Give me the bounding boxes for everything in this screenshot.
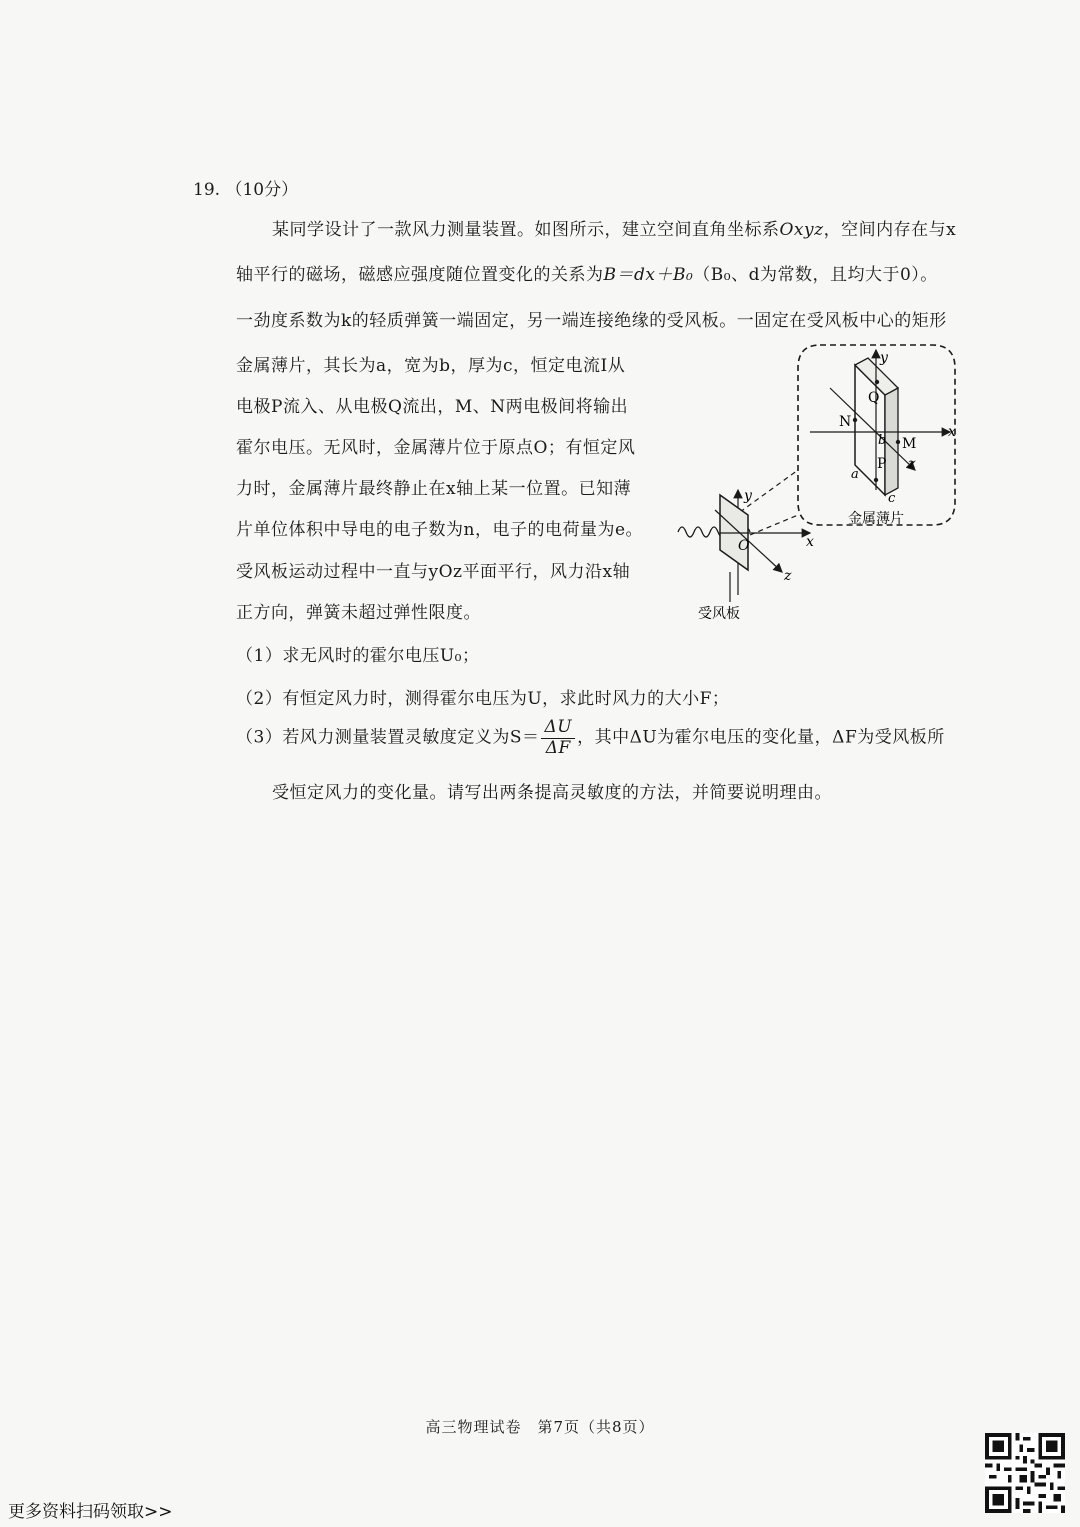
svg-text:x: x bbox=[806, 534, 814, 550]
part-3-line-1: （3）若风力测量装置灵敏度定义为S＝ $\frac{\Delta U}{\Delta F}$ ，其中ΔU为霍尔电压的变化量，ΔF为受风板所 bbox=[236, 717, 945, 758]
svg-text:M: M bbox=[902, 436, 917, 452]
intro-line-6: 霍尔电压。无风时，金属薄片位于原点O；有恒定风 bbox=[236, 438, 636, 458]
intro-line-7: 力时，金属薄片最终静止在x轴上某一位置。已知薄 bbox=[236, 479, 632, 499]
svg-text:P: P bbox=[877, 456, 887, 472]
question-number: 19. bbox=[193, 180, 221, 200]
svg-text:b: b bbox=[878, 433, 887, 448]
svg-text:z: z bbox=[784, 568, 792, 584]
leader-line bbox=[750, 515, 798, 535]
device-diagram bbox=[670, 340, 975, 630]
svg-text:y: y bbox=[744, 488, 752, 504]
svg-text:x: x bbox=[948, 424, 956, 440]
intro-line-8: 片单位体积中导电的电子数为n，电子的电荷量为e。 bbox=[236, 520, 644, 540]
intro-line-4: 金属薄片，其长为a，宽为b，厚为c，恒定电流I从 bbox=[236, 356, 626, 376]
svg-text:Q: Q bbox=[868, 390, 880, 406]
electrode-q bbox=[875, 380, 879, 384]
sensitivity-fraction: $\frac{\Delta U}{\Delta F}$ bbox=[541, 718, 575, 758]
question-score: （10分） bbox=[225, 180, 299, 200]
question-header bbox=[193, 175, 298, 200]
intro-line-2: 轴平行的磁场，磁感应强度随位置变化的关系为B＝dx＋B₀（B₀、d为常数，且均大于0）。 bbox=[236, 265, 938, 285]
electrode-p bbox=[874, 478, 878, 482]
page-footer: 高三物理试卷 第7页（共8页） bbox=[425, 1418, 655, 1436]
wind-plate-label: 受风板 bbox=[698, 606, 740, 622]
svg-text:z: z bbox=[908, 456, 916, 472]
intro-line-5: 电极P流入、从电极Q流出，M、N两电极间将输出 bbox=[236, 397, 629, 417]
part-2: （2）有恒定风力时，测得霍尔电压为U，求此时风力的大小F； bbox=[236, 689, 730, 709]
electrode-m bbox=[896, 440, 900, 444]
part-1: （1）求无风时的霍尔电压U₀； bbox=[236, 646, 480, 666]
electrode-n bbox=[853, 418, 857, 422]
svg-text:y: y bbox=[880, 350, 888, 366]
svg-text:N: N bbox=[839, 414, 852, 430]
svg-text:O: O bbox=[738, 538, 750, 554]
svg-text:a: a bbox=[851, 467, 859, 482]
intro-line-1: 某同学设计了一款风力测量装置。如图所示，建立空间直角坐标系Oxyz，空间内存在与x bbox=[272, 220, 957, 240]
intro-line-3: 一劲度系数为k的轻质弹簧一端固定，另一端连接绝缘的受风板。一固定在受风板中心的矩形 bbox=[236, 311, 947, 331]
svg-text:c: c bbox=[888, 491, 896, 506]
part-3-line-2: 受恒定风力的变化量。请写出两条提高灵敏度的方法，并简要说明理由。 bbox=[272, 783, 832, 803]
qr-code-icon[interactable] bbox=[985, 1433, 1065, 1513]
intro-line-10: 正方向，弹簧未超过弹性限度。 bbox=[236, 603, 481, 623]
promo-text[interactable]: 更多资料扫码领取>> bbox=[8, 1502, 173, 1522]
intro-line-9: 受风板运动过程中一直与yOz平面平行，风力沿x轴 bbox=[236, 562, 631, 582]
metal-sheet-label: 金属薄片 bbox=[848, 511, 904, 527]
